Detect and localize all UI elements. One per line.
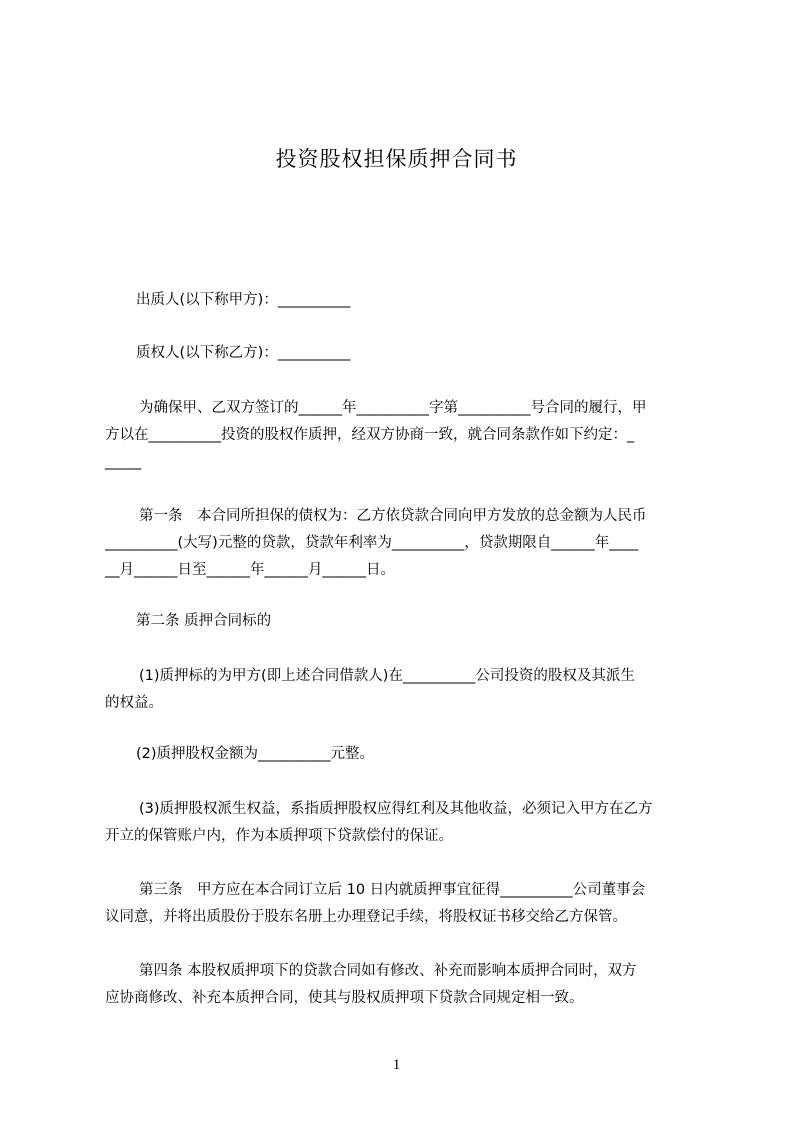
- pledgor-line: 出质人(以下称甲方)：__________: [136, 292, 351, 308]
- article-2-heading: 第二条 质押合同标的: [136, 613, 272, 629]
- article-1-line-3: __月______日至______年______月______日。: [105, 562, 395, 578]
- article-2-item-1-line-1: (1)质押标的为甲方(即上述合同借款人)在__________公司投资的股权及其派生: [139, 668, 635, 684]
- pledgee-line: 质权人(以下称乙方)：__________: [136, 345, 351, 361]
- article-4-line-2: 应协商修改、补充本质押合同，使其与股权质押项下贷款合同规定相一致。: [105, 990, 584, 1006]
- article-3-line-2: 议同意，并将出质股份于股东名册上办理登记手续，将股权证书移交给乙方保管。: [105, 909, 627, 925]
- preamble-line-1: 为确保甲、乙双方签订的______年__________字第__________号合同的履行，甲: [139, 400, 647, 416]
- article-4-line-1: 第四条 本股权质押项下的贷款合同如有修改、补充而影响本质押合同时，双方: [139, 963, 637, 979]
- article-2-item-3-line-1: (3)质押股权派生权益，系指质押股权应得红利及其他收益，必须记入甲方在乙方: [139, 801, 653, 817]
- article-2-item-1-line-2: 的权益。: [105, 695, 163, 711]
- preamble-line-2: 方以在__________投资的股权作质押，经双方协商一致，就合同条款作如下约定：_: [105, 427, 635, 443]
- article-1-line-2: __________(大写)元整的贷款，贷款年利率为__________，贷款期限自______年____: [105, 535, 639, 551]
- article-2-item-3-line-2: 开立的保管账户内，作为本质押项下贷款偿付的保证。: [105, 828, 453, 844]
- document-title: 投资股权担保质押合同书: [275, 147, 518, 171]
- page-number: 1: [392, 1057, 401, 1073]
- article-2-item-2: (2)质押股权金额为__________元整。: [136, 746, 375, 762]
- article-1-line-1: 第一条 本合同所担保的债权为：乙方依贷款合同向甲方发放的总金额为人民币: [139, 508, 647, 524]
- article-3-line-1: 第三条 甲方应在本合同订立后 10 日内就质押事宜征得__________公司董事会: [139, 882, 646, 898]
- preamble-line-3: _____: [105, 454, 142, 470]
